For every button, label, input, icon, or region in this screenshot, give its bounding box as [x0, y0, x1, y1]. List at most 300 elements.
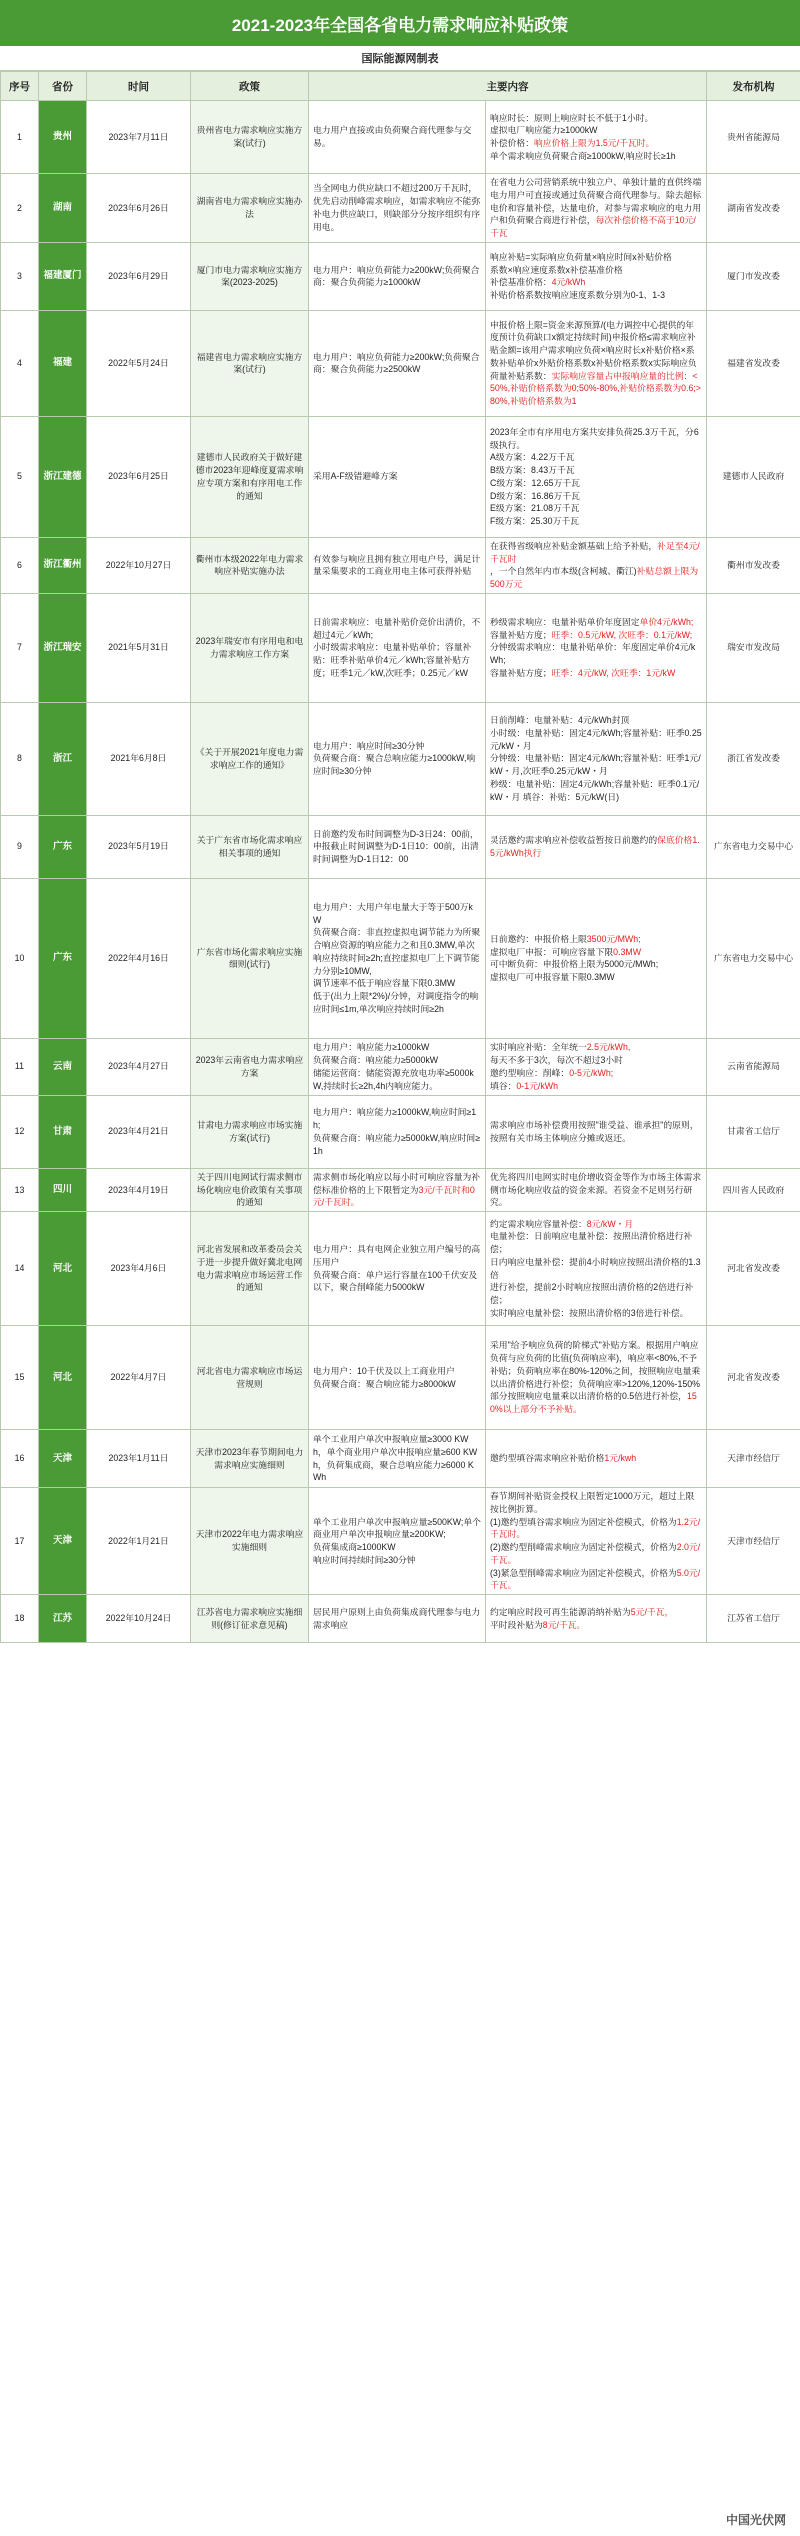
content-text: 秒级需求响应：电量补贴单价年度固定: [490, 616, 640, 627]
highlight-text: 旺季：0.5元/kW, 次旺季：0.1元/kW;: [551, 629, 693, 640]
content-left-cell: [309, 416, 486, 537]
content-text: 补偿基准价格：: [490, 277, 552, 288]
content-left-cell: [309, 174, 486, 243]
header-date: 时间: [87, 72, 191, 101]
content-text: 采用"给予响应负荷的阶梯式"补贴方案。根据用户响应负荷与应负荷的比值(负荷响应率)，响应率<80%,不予补贴；负荷响应率在80%-120%之间，按照响应电量乘以出清价格进行补偿；负荷响应率>120%,120%-150%部分按照响应电量乘以出清价格的0.5倍进行补偿，: [490, 1340, 701, 1402]
highlight-text: 实际响应容量占申报响应量的比例：<50%,补贴价格系数为0;50%-80%,补贴价格系数为0.6;>80%,补贴价格系数为1: [490, 370, 701, 407]
content-text: (3)紧急型削峰需求响应为固定补偿模式，价格为: [490, 1567, 677, 1578]
policy-cell: 关于四川电网试行需求侧市场化响应电价政策有关事项的通知: [191, 1168, 309, 1211]
province-cell: 广东: [39, 815, 87, 878]
content-line: [313, 1041, 481, 1054]
content-line: [490, 1452, 702, 1465]
content-left-cell: [309, 878, 486, 1038]
content-line: [490, 778, 702, 804]
org-cell: 天津市经信厅: [707, 1488, 800, 1595]
content-text: 虚拟电厂申报：可响应容量下限: [490, 946, 614, 957]
content-line: [490, 1171, 702, 1209]
content-left-cell: [309, 1212, 486, 1326]
content-text: 虚拟电厂响应能力≥1000kW: [490, 125, 598, 136]
content-text: 储能运营商：储能资源充放电功率≥5000kW,持续时长≥2h,4h内响应能力。: [313, 1067, 474, 1091]
highlight-text: 8元/kW・月: [586, 1218, 634, 1229]
org-cell: 广东省电力交易中心: [707, 815, 800, 878]
content-line: [490, 1339, 702, 1416]
province-cell: 浙江建德: [39, 416, 87, 537]
content-right-cell: [486, 702, 707, 815]
date-cell: 2023年4月6日: [87, 1212, 191, 1326]
content-text: 约定响应时段可再生能源消纳补贴为: [490, 1606, 631, 1617]
content-text: D级方案：16.86万千瓦: [490, 490, 580, 501]
content-left-cell: [309, 1168, 486, 1211]
content-line: [313, 990, 481, 1016]
policy-cell: 天津市2022年电力需求响应实施细则: [191, 1488, 309, 1595]
content-line: [490, 946, 702, 959]
content-text: 约定需求响应容量补偿：: [490, 1218, 587, 1229]
row-number: 11: [1, 1038, 39, 1095]
table-row: [1, 537, 800, 593]
content-line: [490, 1619, 702, 1632]
content-text: 需求响应市场补偿费用按照"谁受益、谁承担"的原则，按照有关市场主体响应分摊或返还。: [490, 1120, 699, 1143]
province-cell: 河北: [39, 1326, 87, 1430]
content-text: 秒级：电量补贴：固定4元/kWh;容量补贴：旺季0.1元/kW・月 填谷：补贴：5元/kW(日): [490, 778, 700, 802]
content-left-cell: [309, 310, 486, 416]
content-line: [490, 752, 702, 778]
province-cell: 云南: [39, 1038, 87, 1095]
content-text: 负荷聚合商：响应能力≥5000kW,响应时间≥1h: [313, 1132, 481, 1156]
content-text: E级方案：21.08万千瓦: [490, 503, 580, 514]
content-right-cell: [486, 1095, 707, 1168]
org-cell: 江苏省工信厅: [707, 1595, 800, 1643]
content-text: 采用A-F级错避峰方案: [313, 471, 398, 482]
content-text: 容量补贴方度；: [490, 667, 552, 678]
highlight-text: 每次补偿价格不高于10元/千瓦: [490, 215, 696, 238]
highlight-text: 补贴总额上限为500万元: [490, 566, 699, 589]
content-text: B级方案：8.43万千瓦: [490, 465, 575, 475]
content-line: [490, 112, 702, 125]
policy-cell: 衢州市本级2022年电力需求响应补贴实施办法: [191, 537, 309, 593]
highlight-text: 150%以上部分不予补贴。: [490, 1391, 697, 1414]
table-row: [1, 242, 800, 310]
header-policy: 政策: [191, 72, 309, 101]
content-line: [313, 182, 481, 233]
content-line: [490, 1606, 702, 1619]
policy-cell: 福建省电力需求响应实施方案(试行): [191, 310, 309, 416]
org-cell: 天津市经信厅: [707, 1430, 800, 1488]
org-cell: 厦门市发改委: [707, 242, 800, 310]
policy-cell: 厦门市电力需求响应实施方案(2023-2025): [191, 242, 309, 310]
content-line: [490, 933, 702, 946]
content-right-cell: [486, 310, 707, 416]
content-line: [313, 1269, 481, 1295]
table-row: [1, 101, 800, 174]
highlight-text: 8元/千瓦。: [542, 1619, 586, 1630]
content-line: [490, 137, 702, 150]
row-number: 2: [1, 174, 39, 243]
content-left-cell: [309, 815, 486, 878]
highlight-text: 2.0元/千瓦。: [490, 1542, 701, 1565]
org-cell: 瑞安市发改局: [707, 593, 800, 702]
date-cell: 2022年10月27日: [87, 537, 191, 593]
policy-cell: 河北省电力需求响应市场运营规则: [191, 1326, 309, 1430]
content-text: 春节期间补贴资金授权上限暂定1000万元，超过上限按比例折算。: [490, 1491, 695, 1514]
content-text: 可中断负荷：申报价格上限为5000元/MWh;: [490, 959, 659, 970]
policy-cell: 贵州省电力需求响应实施方案(试行): [191, 101, 309, 174]
content-text: 小时级：电量补贴：固定4元/kWh;容量补贴：旺季0.25元/kW・月: [490, 727, 702, 751]
content-line: [313, 351, 481, 377]
table-row: [1, 1595, 800, 1643]
content-line: [490, 276, 702, 289]
highlight-text: 1元/kwh: [604, 1453, 637, 1464]
content-line: [490, 1230, 702, 1256]
content-text: 电力用户：响应负荷能力≥200kW;负荷聚合商：聚合负荷能力≥2500kW: [313, 351, 480, 375]
content-text: 电力用户：响应能力≥1000kW,响应时间≥1h;: [313, 1107, 477, 1130]
content-line: [313, 740, 481, 753]
content-text: 日前邀约：申报价格上限: [490, 933, 587, 944]
date-cell: 2023年6月26日: [87, 174, 191, 243]
content-line: [490, 264, 702, 277]
content-text: 电力用户直接或由负荷聚合商代理参与交易。: [313, 125, 472, 148]
content-line: [490, 289, 702, 302]
row-number: 5: [1, 416, 39, 537]
province-cell: 广东: [39, 878, 87, 1038]
policy-cell: 建德市人民政府关于做好建德市2023年迎峰度夏需求响应专项方案和有序用电工作的通知: [191, 416, 309, 537]
content-text: 日前邀约发布时间调整为D-3日24：00前，申报截止时间调整为D-1日10：00前，出清时间调整为D-1日12：00: [313, 828, 479, 865]
policy-cell: 2023年瑞安市有序用电和电力需求响应工作方案: [191, 593, 309, 702]
content-right-cell: [486, 174, 707, 243]
highlight-text: 4元/kWh: [551, 277, 586, 288]
content-line: [490, 464, 702, 477]
content-text: 负荷聚合商：聚合总响应能力≥1000kW,响应时间≥30分钟: [313, 753, 476, 777]
content-text: C级方案：12.65万千瓦: [490, 477, 580, 488]
content-text: 补贴价格系数按响应速度系数分别为0-1、1-3: [490, 290, 665, 300]
content-line: [313, 1365, 481, 1378]
org-cell: 河北省发改委: [707, 1326, 800, 1430]
content-left-cell: [309, 1095, 486, 1168]
content-text: 分钟级：电量补贴：固定4元/kWh;容量补贴：旺季1元/kW・月,次旺季0.25元/kW・月: [490, 753, 701, 777]
content-line: [490, 1567, 702, 1593]
highlight-text: 3元/千瓦时和0元/千瓦时。: [313, 1184, 475, 1208]
province-cell: 天津: [39, 1488, 87, 1595]
content-right-cell: [486, 101, 707, 174]
content-left-cell: [309, 1326, 486, 1430]
content-text: 实时响应电量补偿：按照出清价格的3倍进行补偿。: [490, 1307, 689, 1318]
province-cell: 贵州: [39, 101, 87, 174]
content-text: ，一个自然年内市本级(含柯城、衢江): [490, 566, 637, 577]
content-line: [313, 828, 481, 866]
content-text: 响应补贴=实际响应负荷量×响应时间x补贴价格: [490, 251, 672, 262]
content-line: [490, 319, 702, 408]
content-line: [313, 752, 481, 778]
page-title: 2021-2023年全国各省电力需求响应补贴政策: [0, 0, 800, 46]
policy-cell: 广东省市场化需求响应实施细则(试行): [191, 878, 309, 1038]
content-text: 日前削峰：电量补贴：4元/kWh封顶: [490, 715, 630, 726]
table-row: [1, 1038, 800, 1095]
content-text: 平时段补贴为: [490, 1619, 543, 1630]
content-left-cell: [309, 1430, 486, 1488]
content-right-cell: [486, 593, 707, 702]
content-text: 2023年全市有序用电方案共安排负荷25.3万千瓦，分6级执行。: [490, 426, 699, 450]
header-org: 发布机构: [707, 72, 800, 101]
content-text: 负荷聚合商：非直控虚拟电调节能力为所聚合响应资源的响应能力之和且0.3MW,单次响应持续时间≥2h;直控虚拟电厂上下调节能力分别≥10MW,: [313, 927, 481, 976]
policy-cell: 天津市2023年春节期间电力需求响应实施细则: [191, 1430, 309, 1488]
content-line: [490, 1256, 702, 1282]
date-cell: 2023年4月27日: [87, 1038, 191, 1095]
content-line: [490, 565, 702, 591]
content-line: [313, 1606, 481, 1632]
row-number: 18: [1, 1595, 39, 1643]
content-text: 每天不多于3次，每次不超过3小时: [490, 1055, 623, 1065]
content-line: [490, 124, 702, 137]
highlight-text: 补足至4元/千瓦时: [490, 540, 700, 564]
content-text: 负荷集成商≥1000KW: [313, 1542, 396, 1552]
table-row: [1, 416, 800, 537]
content-right-cell: [486, 878, 707, 1038]
highlight-text: 5.0元/千瓦。: [490, 1567, 701, 1591]
content-line: [313, 641, 481, 679]
content-line: [490, 641, 702, 667]
content-line: [313, 1243, 481, 1269]
table-row: [1, 815, 800, 878]
content-text: 有效参与响应且拥有独立用电户号，满足计量采集要求的工商业用电主体可获得补贴: [313, 553, 481, 577]
org-cell: 建德市人民政府: [707, 416, 800, 537]
content-text: 电力用户：响应能力≥1000kW: [313, 1042, 430, 1053]
content-line: [313, 901, 481, 927]
highlight-text: 5元/千瓦，: [630, 1606, 674, 1617]
content-line: [313, 1132, 481, 1158]
content-text: 负荷聚合商：单户运行容量在100千伏安及以下，聚合削峰能力5000kW: [313, 1269, 478, 1293]
date-cell: 2022年4月7日: [87, 1326, 191, 1430]
row-number: 4: [1, 310, 39, 416]
content-left-cell: [309, 537, 486, 593]
org-cell: 河北省发改委: [707, 1212, 800, 1326]
org-cell: 湖南省发改委: [707, 174, 800, 243]
content-line: [313, 470, 481, 483]
content-line: [490, 1054, 702, 1067]
content-line: [490, 1119, 702, 1145]
content-text: 电力用户：响应时间≥30分钟: [313, 740, 425, 751]
content-line: [490, 426, 702, 452]
org-cell: 广东省电力交易中心: [707, 878, 800, 1038]
header-province: 省份: [39, 72, 87, 101]
content-left-cell: [309, 593, 486, 702]
date-cell: 2023年7月11日: [87, 101, 191, 174]
highlight-text: 保底价格1.5元/kWh执行: [490, 835, 700, 858]
content-line: [313, 553, 481, 579]
content-right-cell: [486, 1488, 707, 1595]
date-cell: 2022年4月16日: [87, 878, 191, 1038]
content-text: 单个需求响应负荷聚合商≥1000kW,响应时长≥1h: [490, 150, 676, 161]
row-number: 10: [1, 878, 39, 1038]
content-text: 调节速率不低于响应容量下限0.3MW: [313, 978, 456, 989]
province-cell: 天津: [39, 1430, 87, 1488]
content-line: [490, 1218, 702, 1231]
policy-cell: 2023年云南省电力需求响应方案: [191, 1038, 309, 1095]
content-right-cell: [486, 1430, 707, 1488]
table-row: [1, 310, 800, 416]
content-line: [490, 629, 702, 642]
content-line: [490, 1541, 702, 1567]
watermark: 中国光伏网: [725, 2513, 786, 2527]
content-line: [313, 1378, 481, 1391]
content-line: [313, 264, 481, 290]
highlight-text: 响应价格上限为1.5元/千瓦时。: [534, 138, 655, 148]
province-cell: 湖南: [39, 174, 87, 243]
content-left-cell: [309, 1488, 486, 1595]
content-line: [490, 667, 702, 680]
content-line: [313, 1516, 481, 1542]
content-text: 优先将四川电网实时电价增收资金等作为市场主体需求侧市场化响应收益的资金来源。若资金不足则另行研究。: [490, 1171, 702, 1208]
content-line: [490, 727, 702, 753]
table-row: [1, 593, 800, 702]
page-subtitle: 国际能源网制表: [0, 46, 800, 71]
content-right-cell: [486, 815, 707, 878]
content-line: [490, 150, 702, 163]
subsidy-table: [0, 71, 800, 1643]
date-cell: 2021年6月8日: [87, 702, 191, 815]
content-text: 当全网电力供应缺口不超过200万千瓦时，优先启动削峰需求响应，如需求响应不能弥补电力供应缺口，则缺部分分按序组织有序用电。: [313, 183, 481, 232]
content-left-cell: [309, 702, 486, 815]
content-left-cell: [309, 242, 486, 310]
content-line: [490, 714, 702, 727]
table-header-row: [1, 72, 800, 101]
content-line: [490, 540, 702, 566]
table-row: [1, 878, 800, 1038]
highlight-text: 单价4元/kWh;: [639, 616, 694, 627]
content-text: 申报价格上限=资金来源预算/(电力调控中心提供的年度预计负荷缺口x额定持续时间)申报价格≤需求响应补贴金额=该用户需求响应负荷×响应时长x补贴价格×系数补贴单价x外贴价格系数x补贴价格系数x实际响应负荷量补贴系数：: [490, 319, 697, 381]
content-text: A级方案：4.22万千瓦: [490, 452, 575, 463]
highlight-text: 0.3MW: [613, 946, 642, 957]
content-line: [490, 1490, 702, 1516]
row-number: 13: [1, 1168, 39, 1211]
content-text: 电力用户：10千伏及以上工商业用户: [313, 1365, 455, 1376]
content-line: [313, 1541, 481, 1554]
content-line: [313, 1054, 481, 1067]
content-text: 响应时间持续时间≥30分钟: [313, 1554, 416, 1565]
highlight-text: 2.5元/kWh,: [586, 1042, 631, 1053]
table-row: [1, 1488, 800, 1595]
header-no: 序号: [1, 72, 39, 101]
policy-cell: 湖南省电力需求响应实施办法: [191, 174, 309, 243]
table-row: [1, 1212, 800, 1326]
content-text: F级方案：25.30万千瓦: [490, 516, 579, 526]
content-line: [490, 958, 702, 971]
content-line: [490, 1041, 702, 1054]
province-cell: 甘肃: [39, 1095, 87, 1168]
content-line: [313, 1171, 481, 1209]
content-line: [490, 515, 702, 528]
date-cell: 2023年5月19日: [87, 815, 191, 878]
content-line: [490, 251, 702, 264]
content-line: [490, 1067, 702, 1080]
org-cell: 浙江省发改委: [707, 702, 800, 815]
content-text: 邀约型填谷需求响应补贴价格: [490, 1453, 605, 1464]
content-text: 电量补偿：日前响应电量补偿：按照出清价格进行补偿；: [490, 1231, 693, 1254]
policy-cell: 河北省发展和改革委员会关于进一步提升做好冀北电网电力需求响应市场运营工作的通知: [191, 1212, 309, 1326]
content-left-cell: [309, 1038, 486, 1095]
org-cell: 衢州市发改委: [707, 537, 800, 593]
row-number: 12: [1, 1095, 39, 1168]
content-text: 系数×响应速度系数x补偿基准价格: [490, 264, 623, 275]
content-line: [490, 477, 702, 490]
content-line: [490, 616, 702, 629]
content-text: 小时级需求响应：电量补贴单价；容量补贴：旺季补贴单价4元／kWh;容量补贴方度；旺季1元／kW,次旺季；0.25元／kW: [313, 642, 472, 678]
header-content: 主要内容: [309, 72, 707, 101]
province-cell: 浙江衢州: [39, 537, 87, 593]
org-cell: 贵州省能源局: [707, 101, 800, 174]
table-row: [1, 1095, 800, 1168]
content-text: 负荷聚合商：响应能力≥5000kW: [313, 1055, 439, 1065]
content-text: 日内响应电量补偿：提前4小时响应按照出清价格的1.3倍: [490, 1256, 701, 1280]
content-line: [490, 1307, 702, 1320]
content-line: [313, 1106, 481, 1132]
row-number: 16: [1, 1430, 39, 1488]
policy-cell: 甘肃电力需求响应市场实施方案(试行): [191, 1095, 309, 1168]
content-text: 响应时长：原则上响应时长不低于1小时。: [490, 112, 654, 123]
content-line: [313, 1067, 481, 1093]
content-left-cell: [309, 1595, 486, 1643]
content-right-cell: [486, 1212, 707, 1326]
content-line: [490, 502, 702, 515]
policy-cell: 《关于开展2021年度电力需求响应工作的通知》: [191, 702, 309, 815]
table-row: [1, 702, 800, 815]
content-text: 居民用户原则上由负荷集成商代理参与电力需求响应: [313, 1606, 481, 1630]
highlight-text: 0-1元/kWh: [516, 1080, 558, 1091]
content-right-cell: [486, 1326, 707, 1430]
content-line: [490, 451, 702, 464]
highlight-text: 0-5元/kWh;: [569, 1067, 614, 1078]
content-right-cell: [486, 537, 707, 593]
content-line: [313, 616, 481, 642]
content-line: [313, 1433, 481, 1484]
content-text: 日前需求响应：电量补贴价竞价出清价，不超过4元／kWh;: [313, 616, 481, 640]
table-row: [1, 174, 800, 243]
date-cell: 2023年1月11日: [87, 1430, 191, 1488]
row-number: 1: [1, 101, 39, 174]
date-cell: 2022年1月21日: [87, 1488, 191, 1595]
content-line: [490, 176, 702, 240]
province-cell: 四川: [39, 1168, 87, 1211]
table-row: [1, 1326, 800, 1430]
date-cell: 2023年6月25日: [87, 416, 191, 537]
row-number: 14: [1, 1212, 39, 1326]
content-text: 在省电力公司营销系统中独立户、单独计量的直供终端电力用户可直接或通过负荷聚合商代理参与。除去超标电价和容量补偿，达量电价，对参与需求响应的电力用户和负荷聚合商进行补偿，: [490, 177, 702, 226]
province-cell: 福建厦门: [39, 242, 87, 310]
row-number: 7: [1, 593, 39, 702]
date-cell: 2022年5月24日: [87, 310, 191, 416]
content-left-cell: [309, 101, 486, 174]
table-row: [1, 1168, 800, 1211]
content-line: [490, 971, 702, 984]
content-text: 补偿价格：: [490, 138, 534, 148]
row-number: 3: [1, 242, 39, 310]
province-cell: 福建: [39, 310, 87, 416]
row-number: 9: [1, 815, 39, 878]
content-right-cell: [486, 242, 707, 310]
highlight-text: 1.2元/千瓦时。: [490, 1516, 701, 1540]
content-text: 电力用户：响应负荷能力≥200kW;负荷聚合商：聚合负荷能力≥1000kW: [313, 264, 480, 288]
content-line: [490, 1516, 702, 1542]
policy-cell: 江苏省电力需求响应实施细则(修订征求意见稿): [191, 1595, 309, 1643]
date-cell: 2023年6月29日: [87, 242, 191, 310]
content-right-cell: [486, 416, 707, 537]
content-text: 单个工业用户单次申报响应量≥3000 KWh，单个商业用户单次申报响应量≥600 KWh，负荷集成商，聚合总响应能力≥6000 KWh: [313, 1434, 478, 1483]
policy-cell: 关于广东省市场化需求响应相关事项的通知: [191, 815, 309, 878]
content-text: 填谷：: [490, 1080, 517, 1091]
content-text: 实时响应补贴：全年统一: [490, 1042, 587, 1053]
content-line: [490, 490, 702, 503]
org-cell: 福建省发改委: [707, 310, 800, 416]
content-line: [313, 977, 481, 990]
highlight-text: 3500元/MWh;: [586, 933, 641, 944]
